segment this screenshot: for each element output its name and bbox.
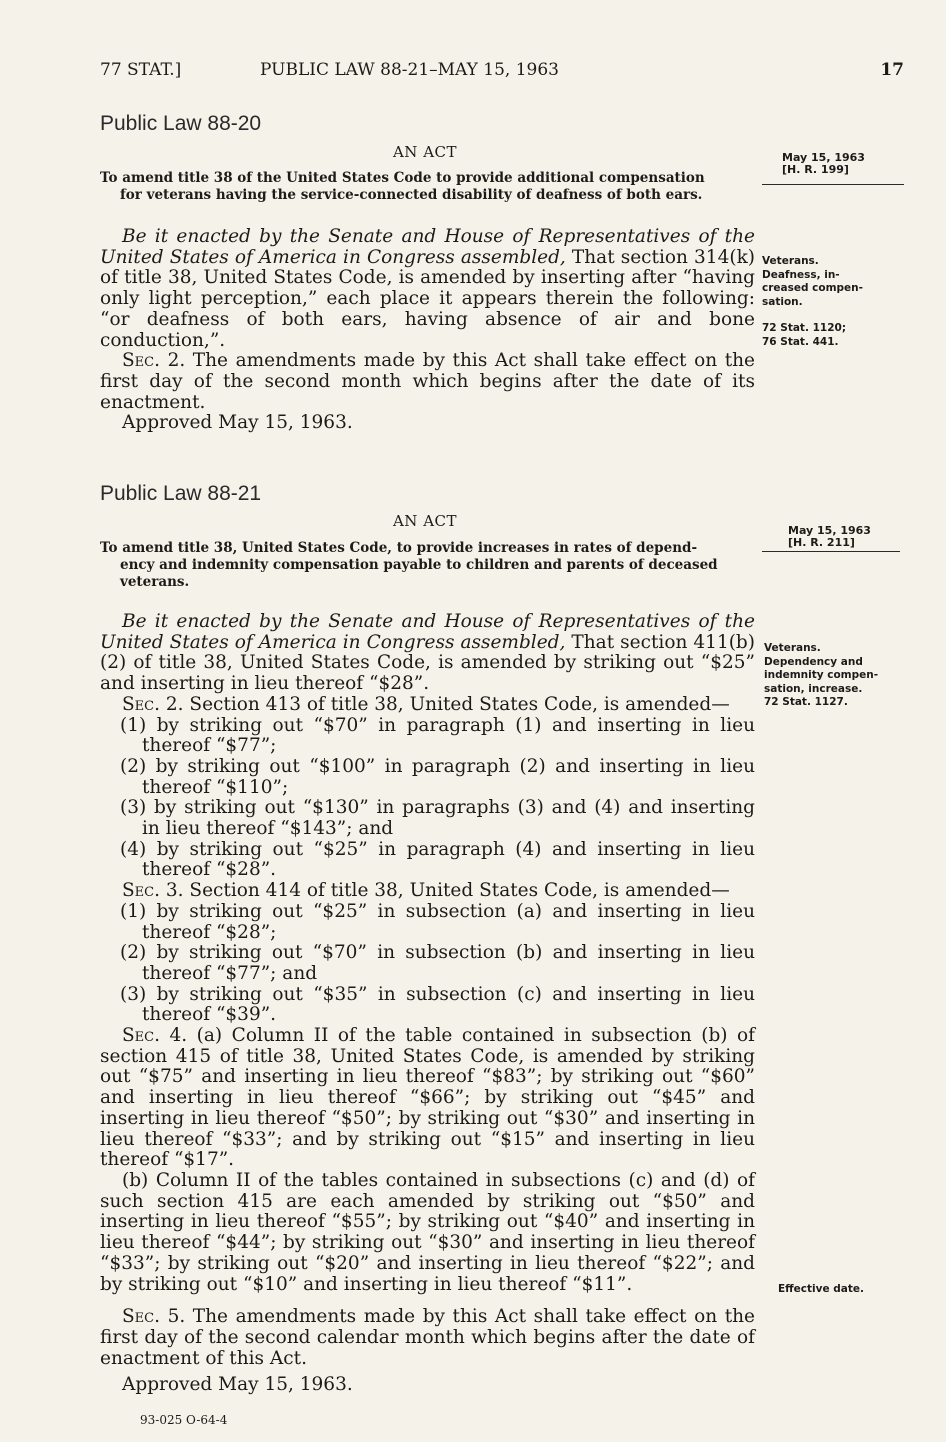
section-3 [100,881,755,902]
effective-date-note: Effective date. [778,1283,864,1295]
section-2 [100,351,755,413]
page-number: 17 [880,60,904,80]
running-title: PUBLIC LAW 88-21–MAY 15, 1963 [260,60,559,80]
enacting-clause: Be it enacted by the Senate and House of Representatives of the United States of America in Congress assembled, [100,611,755,653]
section-label: Sec. 3. [122,880,184,902]
section-text: That section 411(b)(2) of title 38, United States Code, is amended by striking out “$25” and inserting in lieu thereof “$28”. [100,631,755,695]
bill-number: [H. R. 211] [788,536,855,549]
bill-number: [H. R. 199] [782,163,849,176]
side-note: indemnity compen- [764,669,879,681]
act-subject [100,170,760,204]
printing-code: 93-025 O-64-4 [140,1413,228,1427]
side-note: 76 Stat. 441. [762,335,839,348]
side-note: 72 Stat. 1120; [762,322,847,334]
law-88-21-body [100,612,755,1396]
section-text: The amendments made by this Act shall take effect on the first day of the second month which begins after the date of its enactment. [100,350,755,413]
enactment-date: May 15, 1963 [782,151,865,164]
margin-notes [762,255,912,349]
section-text: The amendments made by this Act shall take effect on the first day of the second calendar month which begins after the date of enactment of this Act. [100,1306,755,1369]
subject-line: ency and indemnity compensation payable to children and parents of deceased [120,557,718,573]
side-note: 72 Stat. 1127. [764,696,848,708]
side-note: Deafness, in- [762,268,840,281]
section-5 [100,1307,755,1369]
margin-rule [762,184,904,185]
list-item: (2) by striking out “$100” in paragraph (2) and inserting in lieu thereof “$110”; [120,755,755,798]
law-title-88-21: Public Law 88-21 [100,482,262,505]
law-title-88-20: Public Law 88-20 [100,112,262,135]
side-note: creased compen- [762,282,864,294]
list-item: (3) by striking out “$130” in paragraphs (3) and (4) and inserting in lieu thereof “$143”; and [120,797,755,840]
law-88-20-body [100,227,755,434]
list-item: (1) by striking out “$70” in paragraph (1) and inserting in lieu thereof “$77”; [120,714,755,757]
enacting-clause: Be it enacted by the Senate and House of Representatives of the United States of America in Congress assembled, [100,226,755,268]
margin-notes [764,642,914,710]
side-note: Dependency and [764,655,863,668]
an-act-heading: AN ACT [392,143,458,161]
approval-line: Approved May 15, 1963. [122,412,353,434]
volume-reference: 77 STAT.] [100,60,182,80]
an-act-heading: AN ACT [392,512,458,530]
section-2 [100,695,755,716]
section-text: Section 414 of title 38, United States Code, is amended— [183,880,730,902]
section-4a [100,1026,755,1171]
section-4b: (b) Column II of the tables contained in subsections (c) and (d) of such section 415 are each amended by striking out “$50” and inserting in lieu thereof “$55”; by striking out “$40” and inserting in lieu thereof “$44”; by striking out “$30” and inserting in lieu thereof “$33”; by striking out “$20” and inserting in lieu thereof “$22”; and by striking out “$10” and inserting in lieu thereof “$11”. [100,1169,755,1295]
list-item: (1) by striking out “$25” in subsection (a) and inserting in lieu thereof “$28”; [120,900,755,943]
subject-line: To amend title 38, United States Code, to provide increases in rates of depend- [100,540,698,556]
section-label: Sec. 2. [122,693,184,715]
margin-rule [762,551,900,552]
subject-line: To amend title 38 of the United States Code to provide additional compensation [100,170,705,186]
section-text: That section 314(k) of title 38, United States Code, is amended by inserting after “having only light perception,” each place it appears therein the following: “or deafness of both ears, having absence of air and bone conduction,”. [100,246,755,351]
side-note: Veterans. [762,255,819,267]
side-note: sation, increase. [764,682,863,695]
section-label: Sec. 4. [122,1025,188,1047]
section-1 [100,227,755,351]
list-item: (3) by striking out “$35” in subsection (c) and inserting in lieu thereof “$39”. [120,983,755,1026]
list-item: (2) by striking out “$70” in subsection (b) and inserting in lieu thereof “$77”; and [120,942,755,984]
subject-line: for veterans having the service-connected disability of deafness of both ears. [120,187,703,203]
margin-date [782,152,942,176]
section-label: Sec. 2. [122,350,186,372]
section-text: (a) Column II of the table contained in subsection (b) of section 415 of title 38, United States Code, is amended by striking out “$75” and inserting in lieu thereof “$83”; by striking out “$60” and inserting in lieu thereof “$66”; by striking out “$45” and inserting in lieu thereof “$50”; by striking out “$30” and inserting in lieu thereof “$33”; and by striking out “$15” and inserting in lieu thereof “$17”. [100,1025,756,1171]
margin-date [788,525,946,549]
side-note: sation. [762,295,803,308]
section-text: Section 413 of title 38, United States Code, is amended— [183,693,730,715]
section-label: Sec. 5. [122,1306,186,1328]
side-note: Veterans. [764,642,821,654]
section-1 [100,612,755,695]
list-item: (4) by striking out “$25” in paragraph (4) and inserting in lieu thereof “$28”. [120,838,755,881]
act-subject [100,540,760,591]
running-head [100,60,910,86]
subject-line: veterans. [120,574,190,590]
approval-line: Approved May 15, 1963. [122,1374,353,1396]
enactment-date: May 15, 1963 [788,524,871,537]
